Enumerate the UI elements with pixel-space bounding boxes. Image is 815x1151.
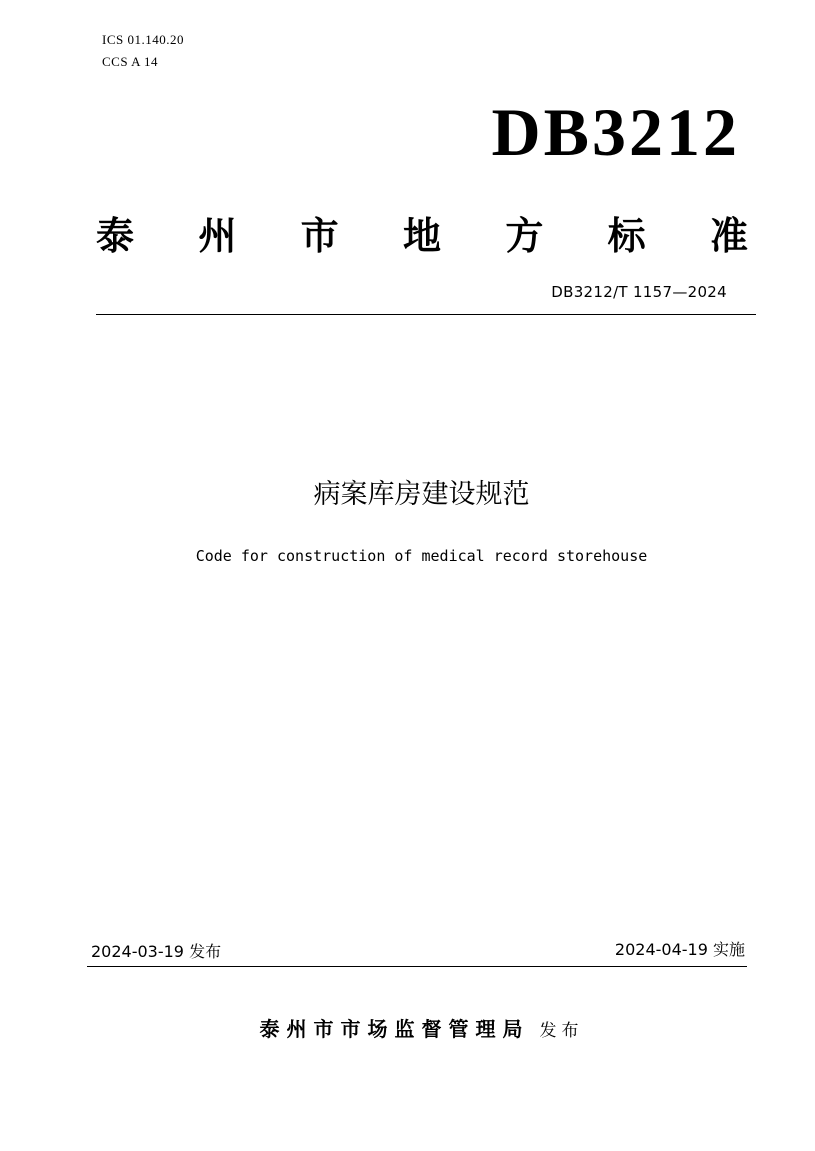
document-title-english: Code for construction of medical record storehouse [195, 547, 648, 565]
header-divider [96, 314, 756, 315]
footer-divider [87, 966, 747, 967]
db-code-logo: DB3212 [491, 94, 740, 170]
ics-code: ICS 01.140.20 [102, 32, 184, 47]
standard-type-char: 准 [709, 213, 748, 258]
standard-type-char: 泰 [96, 213, 135, 258]
standard-number: DB3212/T 1157—2024 [551, 283, 727, 301]
standard-type-char: 地 [402, 213, 441, 258]
standard-type-char: 州 [198, 213, 237, 258]
ccs-code: CCS A 14 [102, 54, 159, 69]
publisher-action: 发布 [539, 1021, 584, 1041]
document-title-chinese: 病案库房建设规范 [313, 479, 530, 510]
standard-type-char: 市 [300, 213, 339, 258]
standard-type-char: 标 [607, 213, 646, 258]
standard-type-heading [96, 210, 748, 262]
issue-date: 2024-03-19 发布 [91, 942, 222, 961]
implementation-date: 2024-04-19 实施 [614, 940, 745, 959]
publisher-name: 泰州市市场监督管理局 [259, 1017, 530, 1041]
standard-type-char: 方 [505, 213, 544, 258]
publisher-line [0, 1014, 815, 1046]
